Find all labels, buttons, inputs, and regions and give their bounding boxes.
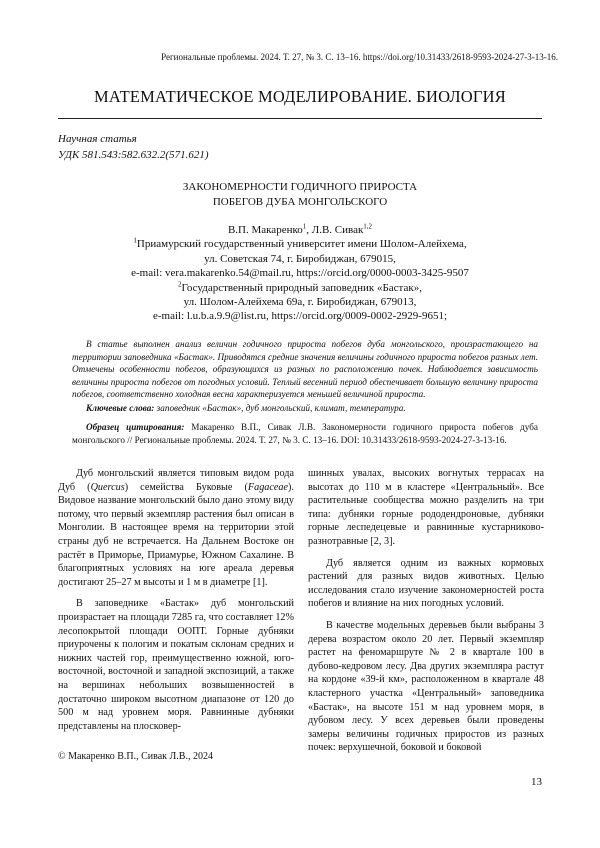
affiliation-1-name: Приамурский государственный университет имени Шолом-Алейхема, (136, 238, 467, 251)
affiliation-1-line-1 (58, 237, 542, 251)
abstract: В статье выполнен анализ величин годичного прироста побегов дуба монгольского, произрастающего на территории заповедника «Бастак». Приводятся средние значения величины годичного прироста побегов разных лет. Отмечены особенности побегов, образующихся из разных по расположению почек. Наблюдается зависимость величины прироста побегов от погодных условий. Теплый весенний период обеспечивает большую величину прироста побегов, соответственно холодная весна характеризуется меньшей величиной прироста. (72, 339, 538, 400)
author-names (58, 223, 542, 237)
page-number: 13 (531, 776, 542, 788)
affiliation-2-contacts[interactable]: e-mail: l.u.b.a.9.9@list.ru, https://orcid.org/0009-0002-2929-9651; (152, 310, 448, 323)
body-paragraph: В заповеднике «Бастак» дуб монгольский произрастает на площади 7285 га, что составляет 12% лесопокрытой площади ООПТ. Горные дубняки приурочены к пологим и покатым склонам средних и нижних частей гор, преимущественно южной, юго-восточной, восточной и западной экспозиций, а также на вершинах небольших возвышенностей в достаточно широком высотном диапазоне от 120 до 500 м над уровнем моря. Равнинные дубняки представлены на плосковер- (58, 598, 294, 732)
affiliation-2-address: ул. Шолом-Алейхема 69а, г. Биробиджан, 679013, (183, 296, 417, 309)
section-title: МАТЕМАТИЧЕСКОЕ МОДЕЛИРОВАНИЕ. БИОЛОГИЯ (94, 87, 506, 106)
body-text: ) семейства Буковые ( (124, 481, 248, 493)
author-1-affiliation-sup: 1 (302, 222, 307, 231)
body-paragraph (58, 467, 294, 589)
copyright-notice: © Макаренко В.П., Сивак Л.В., 2024 (58, 751, 213, 762)
section-divider (58, 118, 542, 119)
article-type: Научная статья (58, 133, 137, 145)
author-name-1: В.П. Макаренко (227, 224, 303, 236)
author-2-affiliation-sup: 1,2 (363, 222, 373, 231)
citation-label: Образец цитирования: (86, 422, 185, 432)
body-paragraph: Дуб является одним из важных кормовых растений для разных видов животных. Целью исследования стало изучение закономерностей роста побегов и влияние на них погодных условий. (308, 557, 544, 610)
citation-text: Макаренко В.П., Сивак Л.В. Закономерности годичного прироста побегов дуба монгольского // Региональные проблемы. 2024. Т. 27, № 3. С. 13–16. DOI: 10.31433/2618-9593-2024-27-3-13-16. (72, 422, 538, 445)
body-text: ). Видовое название монгольский было дано этому виду потому, что первый экземпляр растения был описан в Монголии. В настоящее время на территории этой страны дуб не встречается. На Дальнем Востоке он растёт в Приморье, Приамурье, Южном Сахалине. В благоприятных условиях на юге ареала деревья достигают 25–27 м высоты и 1 м в диаметре [1]. (58, 481, 294, 588)
article-title-line-1: ЗАКОНОМЕРНОСТИ ГОДИЧНОГО ПРИРОСТА (182, 181, 418, 193)
body-paragraph: В качестве модельных деревьев были выбраны 3 дерева возрастом около 20 лет. Первый экземпляр растет на феномаршруте № 2 в квартале 100 в дубово-кедровом лесу. Два других экземпляра растут на кордоне «39-й км», расположенном в квартале 48 кластерного участка «Центральный» заповедника «Бастак», на высоте 151 м над уровнем моря, в дубовом лесу. У всех деревьев были проведены замеры величины годичных приростов из разных почек: верхушечной, боковой и боковой (308, 619, 544, 754)
latin-genus-name: Quercus (90, 481, 125, 493)
author-block (58, 223, 542, 324)
article-title (58, 180, 542, 210)
affiliation-2-name: Государственный природный заповедник «Бастак», (181, 281, 422, 294)
latin-family-name: Fagaceae (247, 481, 289, 493)
keywords-list: заповедник «Бастак», дуб монгольский, климат, температура. (154, 403, 406, 413)
affiliation-1-sup: 1 (133, 236, 137, 245)
keywords (72, 402, 538, 415)
body-column-left (58, 467, 294, 733)
udc-code: УДК 581.543:582.632.2(571.621) (58, 149, 209, 161)
keywords-label: Ключевые слова: (86, 403, 155, 413)
affiliation-1-address: ул. Советская 74, г. Биробиджан, 679015, (204, 252, 396, 265)
body-column-right (308, 467, 544, 755)
affiliation-1-contacts[interactable]: e-mail: vera.makarenko.54@mail.ru, https://orcid.org/0000-0003-3425-9507 (131, 267, 469, 280)
affiliation-2-sup: 2 (178, 279, 182, 288)
affiliation-2-line-1 (58, 281, 542, 295)
body-text: Дуб монгольский является типовым видом рода Дуб ( (58, 468, 294, 493)
running-head: Региональные проблемы. 2024. Т. 27, № 3. С. 13–16. https://doi.org/10.31433/2618-9593-2024-27-3-13-16. (161, 52, 558, 62)
author-name-2: , Л.В. Сивак (306, 224, 364, 236)
article-title-line-2: ПОБЕГОВ ДУБА МОНГОЛЬСКОГО (212, 196, 388, 208)
body-paragraph: шинных увалах, высоких вогнутых террасах на высотах до 110 м в кластере «Центральный». Все растительные сообщества можно разделить на три типа: дубняки горные рододендроновые, дубняки горные леспедецевые и равнинные кустарниково-разнотравные [2, 3]. (308, 468, 544, 547)
citation-sample (72, 421, 538, 446)
